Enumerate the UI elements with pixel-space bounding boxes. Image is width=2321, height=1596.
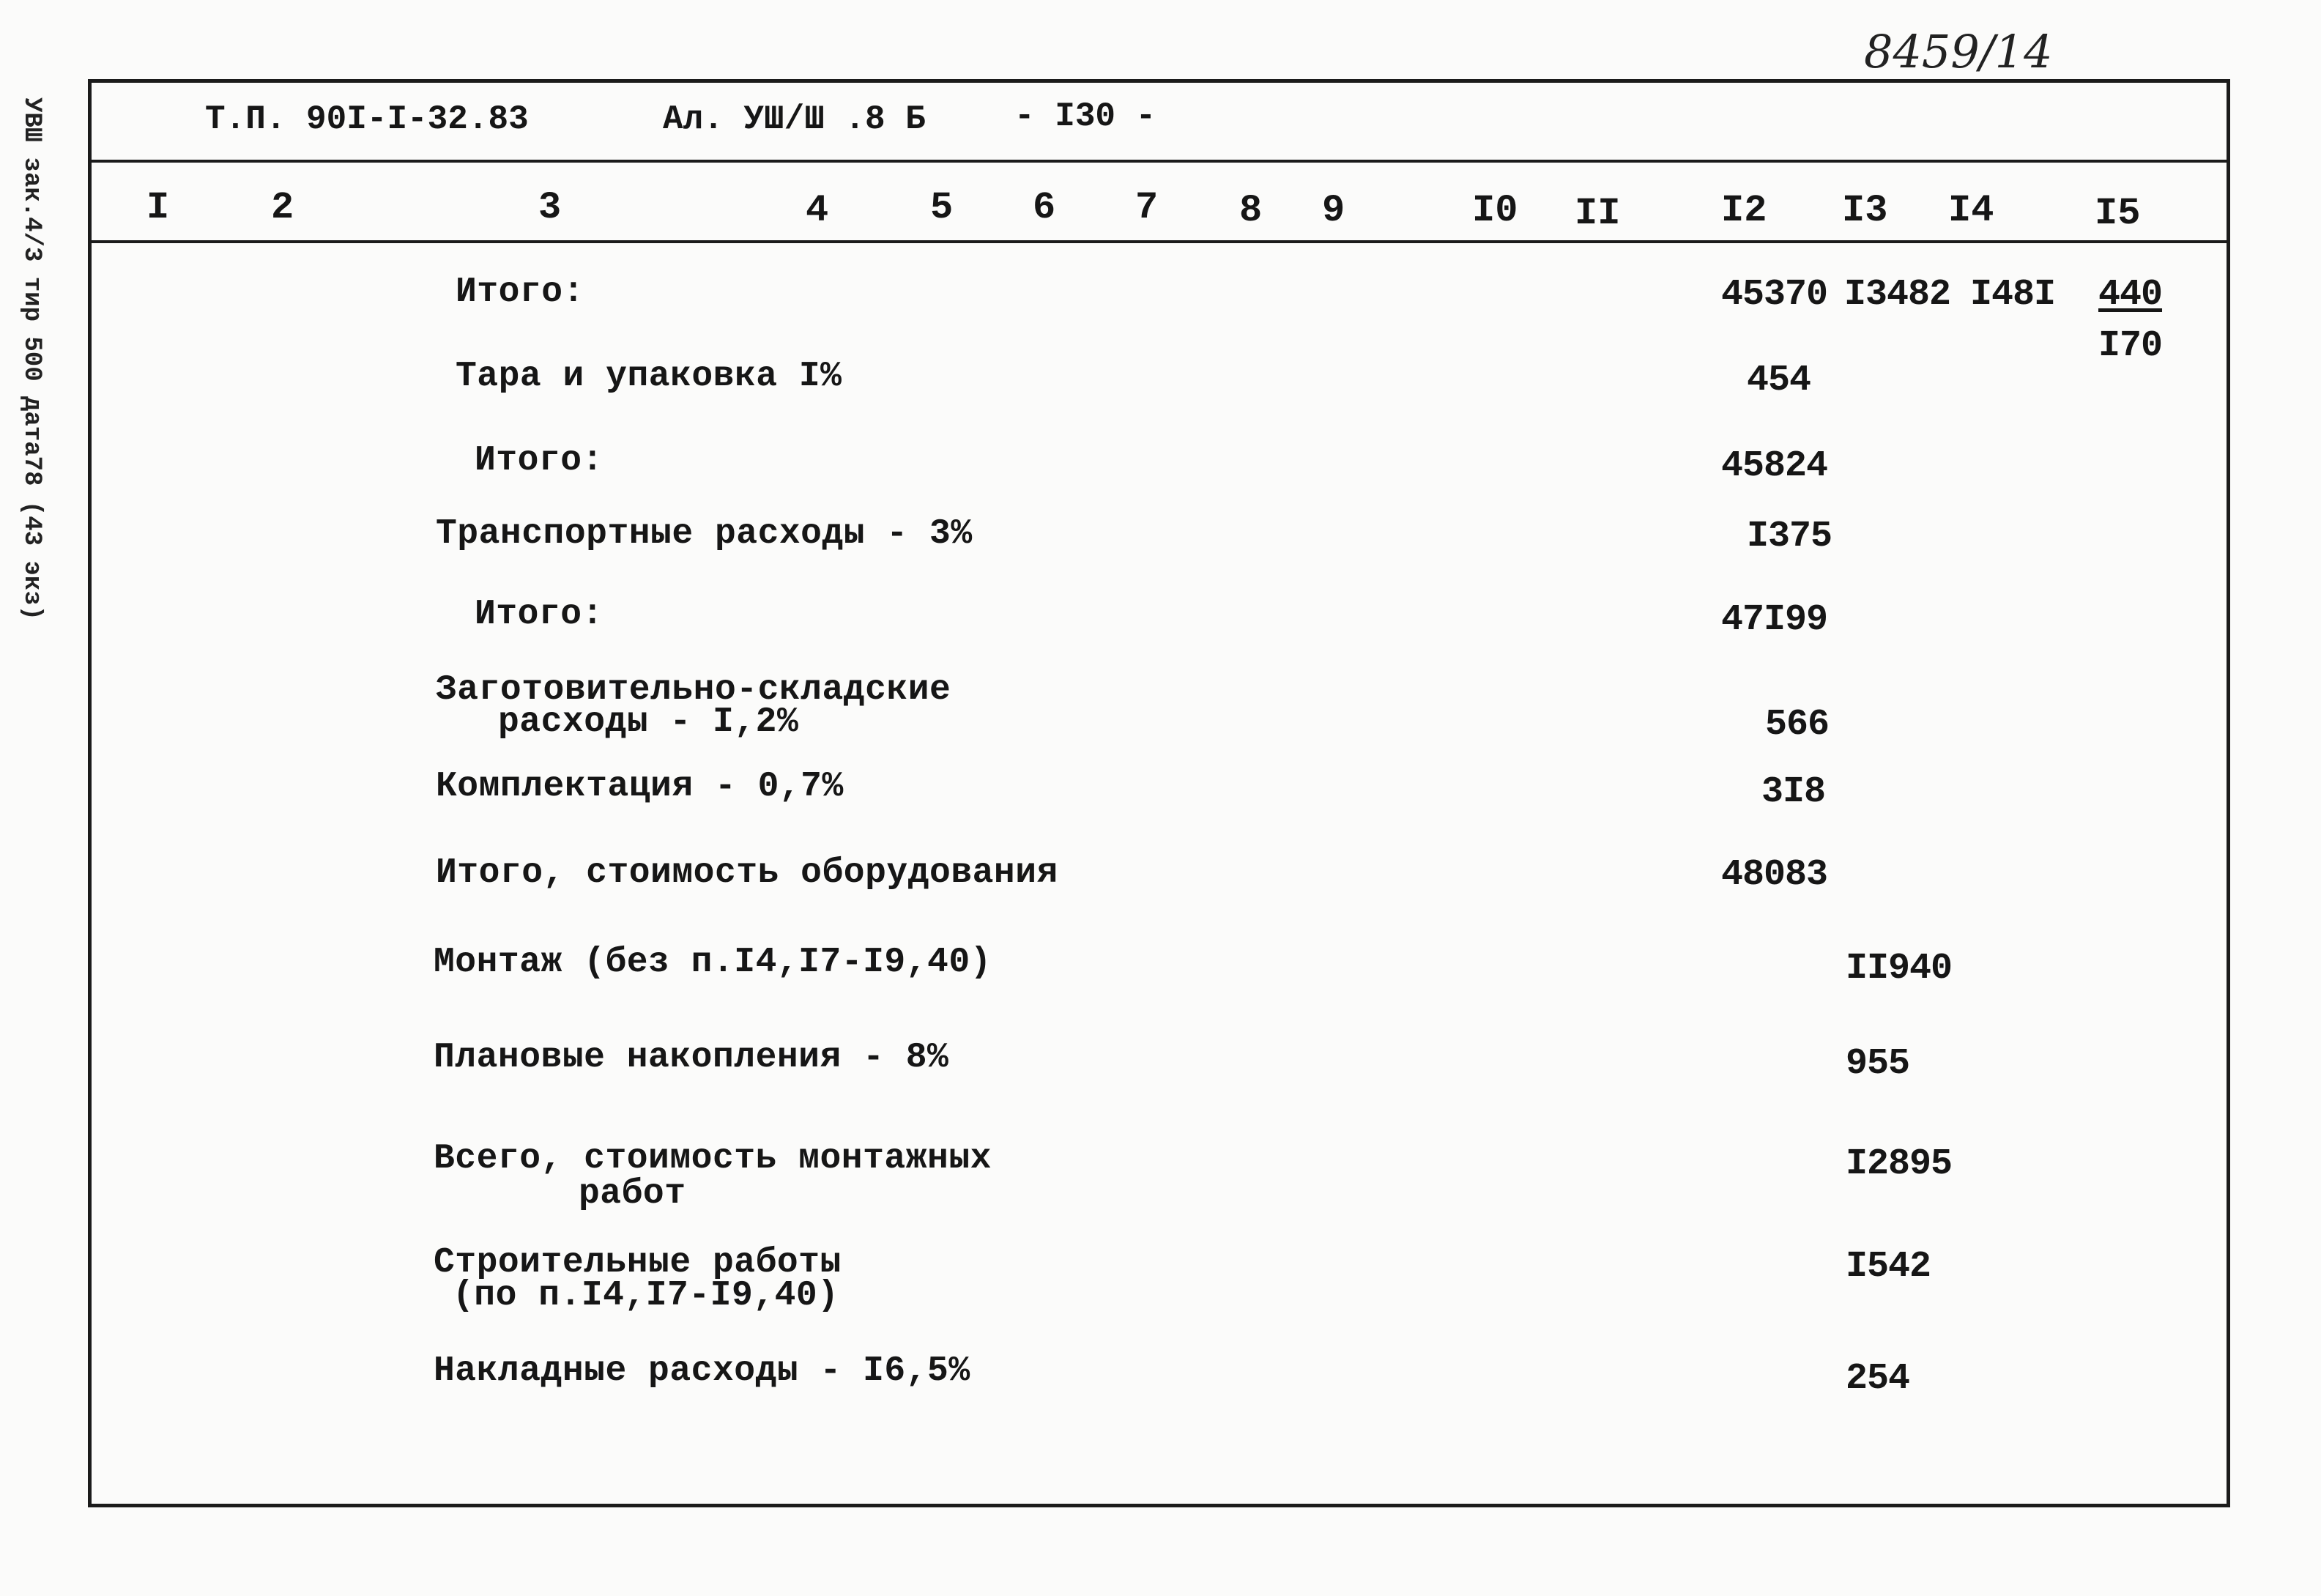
row-label: Итого: bbox=[456, 272, 584, 312]
page-number: - I30 - bbox=[1014, 97, 1156, 136]
row-label: Итого, стоимость оборудования bbox=[436, 853, 1058, 893]
row-label: Плановые накопления - 8% bbox=[434, 1038, 949, 1077]
column-number: 6 bbox=[1033, 186, 1056, 229]
column-number: 3 bbox=[538, 186, 562, 229]
header-divider bbox=[88, 160, 2230, 163]
value-col13: I542 bbox=[1846, 1246, 1931, 1288]
column-number: I bbox=[146, 186, 170, 229]
value-col12: 3I8 bbox=[1761, 771, 1826, 813]
value-col12: 45824 bbox=[1721, 445, 1828, 487]
row-label-line1: Строительные работы bbox=[434, 1243, 842, 1283]
row-label: Монтаж (без п.I4,I7-I9,40) bbox=[434, 943, 992, 982]
column-header-divider bbox=[88, 240, 2230, 243]
row-label: Итого: bbox=[475, 595, 604, 634]
album-code: Ал. УШ/Ш .8 Б bbox=[663, 100, 926, 138]
row-label-line2: расходы - I,2% bbox=[498, 702, 799, 742]
value-col12: I375 bbox=[1747, 516, 1832, 557]
row-label: Накладные расходы - I6,5% bbox=[434, 1351, 970, 1391]
value-col13: I3482 bbox=[1844, 274, 1951, 316]
value-col12: 47I99 bbox=[1721, 599, 1828, 641]
row-label-line1: Заготовительно-складские bbox=[436, 670, 951, 710]
value-col12: 48083 bbox=[1721, 854, 1828, 896]
column-number: 2 bbox=[271, 186, 294, 229]
value-col13: I2895 bbox=[1846, 1143, 1953, 1185]
value-col12: 454 bbox=[1747, 360, 1811, 401]
value-col15-top: 440 bbox=[2098, 274, 2163, 316]
column-number: I4 bbox=[1948, 189, 1994, 232]
column-number: I3 bbox=[1842, 189, 1888, 232]
column-number: 9 bbox=[1322, 189, 1345, 232]
project-code: Т.П. 90I-I-32.83 bbox=[205, 100, 529, 138]
column-number: 5 bbox=[930, 186, 954, 229]
value-col12: 566 bbox=[1765, 704, 1830, 746]
column-number: I5 bbox=[2095, 192, 2141, 235]
value-col14: I48I bbox=[1970, 274, 2056, 316]
side-note-text: УВШ зак.4/3 тир 500 дата78 (43 экз) bbox=[18, 97, 45, 621]
row-label: Итого: bbox=[475, 441, 604, 480]
value-col12: 45370 bbox=[1721, 274, 1828, 316]
side-note bbox=[6, 81, 57, 637]
value-col13: 254 bbox=[1846, 1358, 1910, 1400]
row-label-line2: работ bbox=[579, 1174, 686, 1214]
column-number: I2 bbox=[1721, 189, 1767, 232]
archive-number: 8459/14 bbox=[1864, 25, 2053, 78]
value-col13: 955 bbox=[1846, 1043, 1910, 1085]
row-label: Комплектация - 0,7% bbox=[436, 767, 844, 806]
value-col13: II940 bbox=[1846, 948, 1953, 990]
row-label: Тара и упаковка I% bbox=[456, 357, 842, 396]
row-label: Транспортные расходы - 3% bbox=[436, 514, 973, 554]
column-number: 7 bbox=[1135, 186, 1159, 229]
column-number: 4 bbox=[806, 189, 829, 232]
value-col15-bottom: I70 bbox=[2098, 325, 2163, 367]
row-label-line1: Всего, стоимость монтажных bbox=[434, 1139, 992, 1179]
row-label-line2: (по п.I4,I7-I9,40) bbox=[453, 1276, 839, 1315]
column-number: 8 bbox=[1239, 189, 1263, 232]
column-number: I0 bbox=[1472, 189, 1518, 232]
column-number: II bbox=[1575, 192, 1621, 235]
